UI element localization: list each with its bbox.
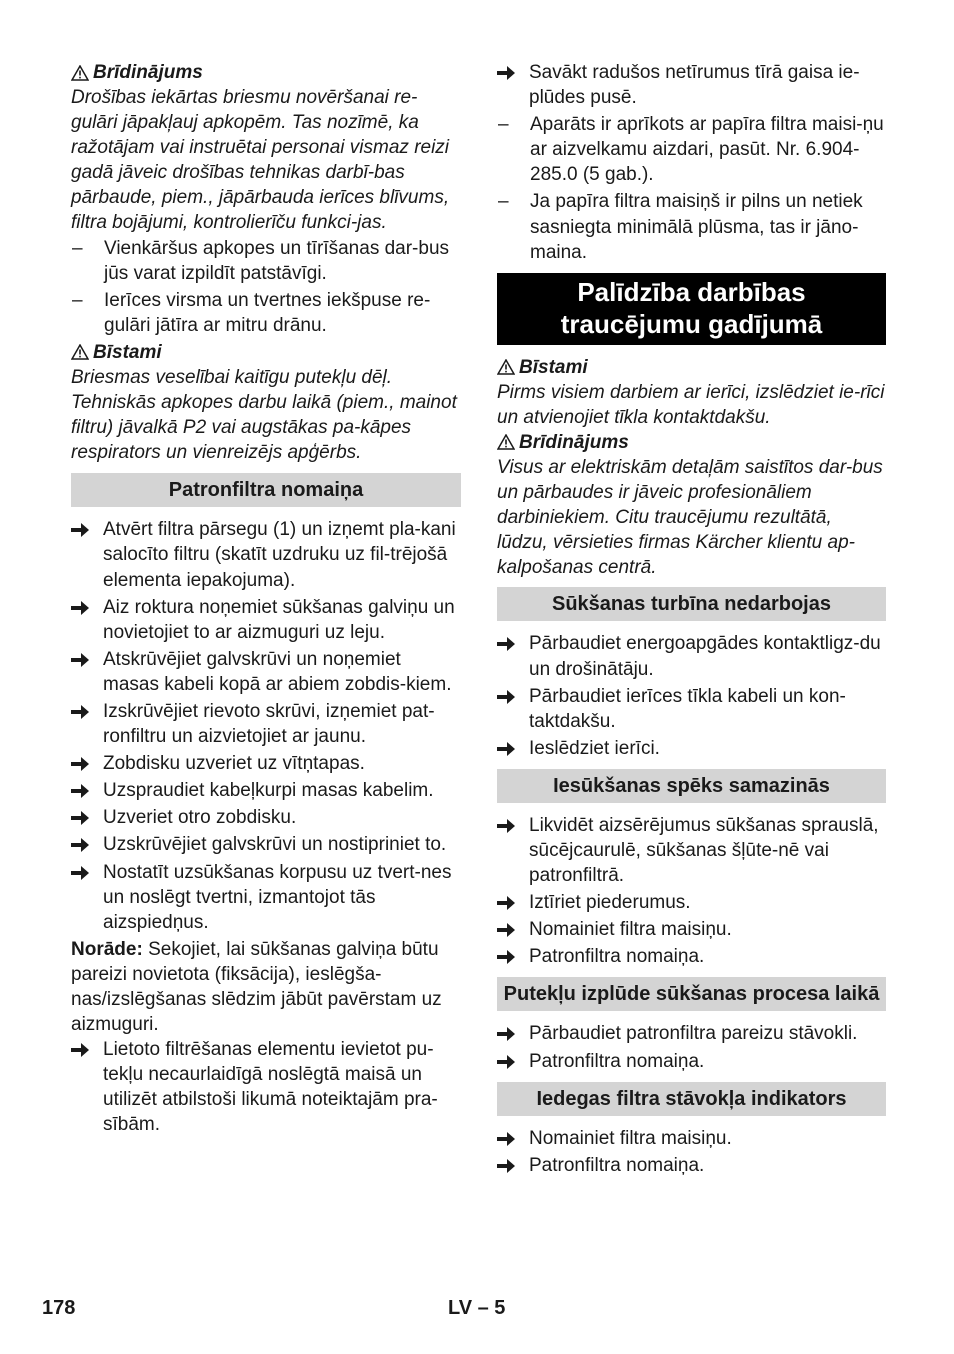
section-reference: LV – 5 — [448, 1297, 506, 1319]
note-paragraph — [71, 937, 461, 1037]
list-item-text: Patronfiltra nomaiņa. — [529, 1154, 705, 1176]
dash-bullet: – — [498, 191, 509, 213]
list-item-text: Savākt radušos netīrumus tīrā gaisa ie-plūdes pusē. — [529, 62, 860, 109]
arrow-right-icon — [71, 805, 103, 830]
list-item-text: Pārbaudiet ierīces tīkla kabeli un kon-taktdakšu. — [529, 685, 846, 732]
list-item — [71, 647, 461, 697]
list-item-text: Patronfiltra nomaiņa. — [529, 946, 705, 968]
list-item-text: Iztīriet piederumus. — [529, 892, 691, 914]
warning-triangle-icon — [497, 434, 519, 450]
danger-heading — [71, 340, 461, 365]
list-item-text: Lietoto filtrēšanas elementu ievietot pu-tekļu necaurlaidīgā noslēgtā maisā un utilizēt atbilstoši likumā noteiktajām pra-sībām. — [103, 1039, 438, 1136]
list-item — [497, 736, 886, 761]
list-item — [497, 917, 886, 942]
list-item — [497, 1021, 886, 1046]
list-item-text: Atskrūvējiet galvskrūvi un noņemiet masas kabeli kopā ar abiem zobdis-kiem. — [103, 648, 452, 695]
arrow-right-icon — [71, 751, 103, 776]
list-item — [497, 189, 886, 264]
section-heading: Sūkšanas turbīna nedarbojas — [497, 587, 886, 621]
warning-text: Drošības iekārtas briesmu novēršanai re-gulāri jāpakļauj apkopēm. Tas nozīmē, ka ražotājam vai instruētai personai vismaz reizi gadā jāveic drošības tehnikas darbī-bas pārbaude, piem., jāpārbauda ierīces blīvums, filtra bojājumi, kontrolierīču funkci-jas. — [71, 87, 450, 234]
arrow-right-icon — [497, 1153, 529, 1178]
list-item — [497, 1153, 886, 1178]
arrow-right-icon — [71, 778, 103, 803]
list-item-text: Aparāts ir aprīkots ar papīra filtra maisi-ņu ar aizvelkamu aizdari, pasūt. Nr. 6.904-285.0 (5 gab.). — [530, 114, 884, 186]
list-item — [71, 832, 461, 857]
arrow-right-icon — [497, 1049, 529, 1074]
dash-bullet: – — [72, 289, 83, 311]
danger-title: Bīstami — [519, 356, 588, 378]
list-item — [71, 288, 461, 338]
danger-text: Pirms visiem darbiem ar ierīci, izslēdziet ie-rīci un atvienojiet tīkla kontaktdakšu. — [497, 381, 885, 428]
arrow-right-icon — [497, 684, 529, 734]
list-item-text: Uzspraudiet kabeļkurpi masas kabelim. — [103, 780, 434, 802]
section-heading: Iesūkšanas spēks samazinās — [497, 769, 886, 803]
arrow-right-icon — [497, 1126, 529, 1151]
list-item — [497, 1126, 886, 1151]
list-item-text: Zobdisku uzveriet uz vītņtapas. — [103, 753, 365, 775]
list-item — [497, 60, 886, 110]
warning-triangle-icon — [71, 344, 93, 360]
warning-heading — [71, 60, 461, 85]
list-item-text: Ierīces virsma un tvertnes iekšpuse re-gulāri jātīra ar mitru drānu. — [104, 289, 431, 336]
arrow-right-icon — [497, 890, 529, 915]
list-item-text: Izskrūvējiet rievoto skrūvi, izņemiet pat-ronfiltru un aizvietojiet ar jaunu. — [103, 700, 435, 748]
list-item-text: Vienkāršus apkopes un tīrīšanas dar-bus jūs varat izpildīt patstāvīgi. — [104, 237, 450, 284]
arrow-right-icon — [71, 517, 103, 592]
warning-triangle-icon — [497, 359, 519, 375]
list-item-text: Uzveriet otro zobdisku. — [103, 807, 297, 829]
list-item — [71, 860, 461, 935]
list-item-text: Pārbaudiet energoapgādes kontaktligz-du un drošinātāju. — [529, 633, 881, 680]
list-item — [497, 684, 886, 734]
section-heading: Putekļu izplūde sūkšanas procesa laikā — [497, 977, 886, 1011]
list-item-text: Nomainiet filtra maisiņu. — [529, 919, 732, 941]
right-column — [497, 60, 886, 1180]
list-item — [497, 631, 886, 681]
arrow-right-icon — [71, 699, 103, 749]
list-item-text: Nomainiet filtra maisiņu. — [529, 1127, 732, 1149]
arrow-right-icon — [497, 917, 529, 942]
list-item-text: Nostatīt uzsūkšanas korpusu uz tvert-nes un noslēgt tvertni, izmantojot tās aizspiedņus. — [103, 861, 452, 933]
arrow-right-icon — [71, 832, 103, 857]
page-number: 178 — [42, 1297, 76, 1319]
danger-title: Bīstami — [93, 341, 162, 363]
list-item — [71, 236, 461, 286]
list-item — [71, 778, 461, 803]
list-item — [71, 805, 461, 830]
arrow-right-icon — [497, 944, 529, 969]
list-item — [497, 944, 886, 969]
arrow-right-icon — [497, 1021, 529, 1046]
list-item — [497, 890, 886, 915]
list-item-text: Ieslēdziet ierīci. — [529, 737, 660, 759]
warning-heading — [497, 430, 886, 455]
list-item — [71, 751, 461, 776]
list-item — [71, 595, 461, 645]
list-item-text: Uzskrūvējiet galvskrūvi un nostipriniet to. — [103, 834, 447, 856]
list-item-text: Aiz roktura noņemiet sūkšanas galviņu un novietojiet to ar aizmuguri uz leju. — [103, 596, 455, 643]
note-label: Norāde: — [71, 938, 143, 960]
list-item — [497, 112, 886, 187]
list-item-text: Likvidēt aizsērējumus sūkšanas sprauslā, sūcējcaurulē, sūkšanas šļūte-nē vai patronfiltrā. — [529, 814, 879, 887]
arrow-right-icon — [71, 595, 103, 645]
arrow-right-icon — [497, 60, 529, 110]
dash-bullet: – — [72, 237, 83, 259]
section-heading: Iedegas filtra stāvokļa indikators — [497, 1082, 886, 1116]
list-item — [71, 517, 461, 592]
chapter-heading: Palīdzība darbības traucējumu gadījumā — [497, 273, 886, 345]
steps-list — [71, 517, 461, 935]
section-heading: Patronfiltra nomaiņa — [71, 473, 461, 507]
list-item-text: Ja papīra filtra maisiņš ir pilns un netiek sasniegta minimālā plūsma, tas ir jāno-maina. — [530, 191, 863, 263]
arrow-right-icon — [71, 647, 103, 697]
warning-triangle-icon — [71, 65, 93, 81]
arrow-right-icon — [497, 736, 529, 761]
note-text: Sekojiet, lai sūkšanas galviņa būtu pareizi novietota (fiksācija), ieslēgša-nas/izslēgšanas slēdzim jābūt pavērstam uz aizmuguri. — [71, 938, 442, 1036]
dash-bullet: – — [498, 114, 509, 136]
list-item-text: Patronfiltra nomaiņa. — [529, 1050, 705, 1072]
arrow-right-icon — [71, 1037, 103, 1137]
warning-title: Brīdinājums — [93, 62, 203, 83]
list-item-text: Pārbaudiet patronfiltra pareizu stāvokli. — [529, 1023, 858, 1045]
left-column — [71, 60, 461, 1140]
warning-title: Brīdinājums — [519, 431, 629, 453]
list-item-text: Atvērt filtra pārsegu (1) un izņemt pla-kani salocīto filtru (skatīt uzdruku uz fil-trējošā elementa iepakojuma). — [103, 519, 456, 591]
warning-text: Visus ar elektriskām detaļām saistītos dar-bus un pārbaudes ir jāveic profesionāliem darbiniekiem. Citu traucējumu rezultātā, lūdzu, vērsieties firmas Kärcher klientu ap-kalpošanas centrā. — [497, 456, 883, 579]
list-item — [71, 699, 461, 749]
arrow-right-icon — [497, 631, 529, 681]
list-item — [71, 1037, 461, 1137]
danger-heading — [497, 355, 886, 380]
arrow-right-icon — [497, 813, 529, 888]
list-item — [497, 1049, 886, 1074]
arrow-right-icon — [71, 860, 103, 935]
danger-text: Briesmas veselībai kaitīgu putekļu dēļ. Tehniskās apkopes darbu laikā (piem., mainot filtru) jāvalkā P2 vai augstākas pa-kāpes respirators un vienreizējs apģērbs. — [71, 366, 457, 464]
list-item — [497, 813, 886, 888]
